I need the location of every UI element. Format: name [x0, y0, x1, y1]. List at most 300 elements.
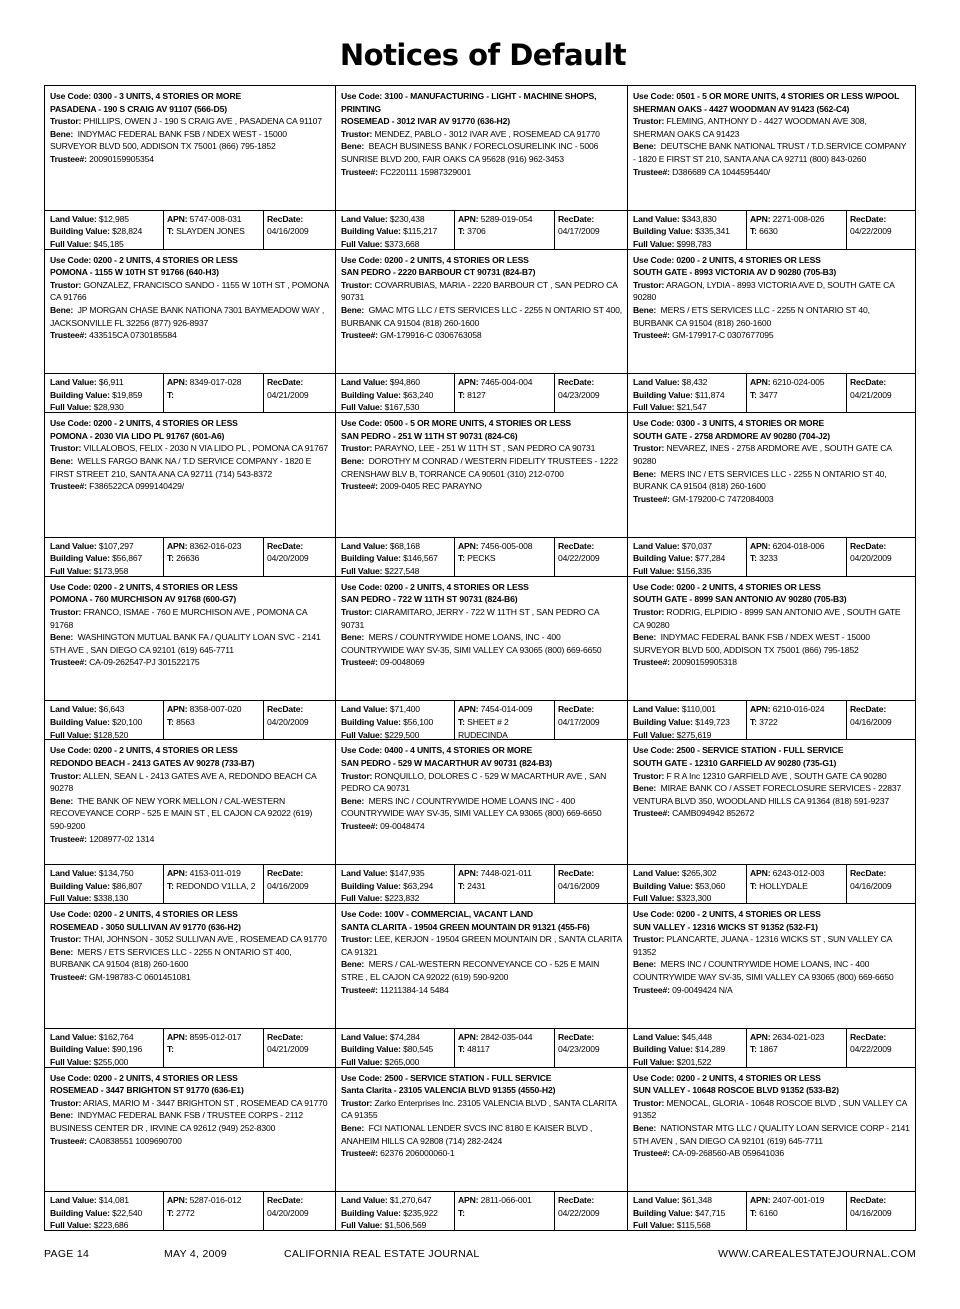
- bene-value: MERS / COUNTRYWIDE HOME LOANS, INC - 400 COUNTRYWIDE WAY SV-35, SIMI VALLEY CA 93065 (800) 669-6650: [341, 632, 602, 655]
- value-row: [336, 1028, 627, 1067]
- trustor-value: RODRIG, ELPIDIO - 8999 SAN ANTONIO AVE , SOUTH GATE CA 90280: [633, 606, 901, 630]
- value-row: [45, 1191, 335, 1230]
- trustor-line: [633, 442, 910, 467]
- trustor-value: CIARAMITARO, JERRY - 722 W 11TH ST , SAN PEDRO CA 90731: [341, 606, 599, 630]
- building-value: $56,100: [403, 716, 434, 727]
- tract-label: T:: [167, 716, 174, 727]
- value-block: [45, 374, 164, 412]
- full-value: $128,520: [93, 729, 129, 740]
- apn-block: [164, 374, 264, 412]
- tract-value: SHEET # 2 RUDECINDA: [458, 716, 509, 740]
- trustor-value: MENOCAL, GLORIA - 10648 ROSCOE BLVD , SUN VALLEY CA 91352: [633, 1097, 907, 1121]
- bene-value: THE BANK OF NEW YORK MELLON / CAL-WESTERN RECOVEYANCE CORP - 525 E MAIN ST , EL CAJON CA 92022 (619) 590-9200: [50, 795, 313, 831]
- value-block: [45, 538, 164, 576]
- use-code: Use Code: 100V - COMMERCIAL, VACANT LAND: [341, 908, 533, 919]
- value-row: [336, 864, 627, 903]
- tract-label: T:: [750, 389, 757, 400]
- full-value: $173,958: [93, 565, 129, 576]
- property-address: SANTA CLARITA - 19504 GREEN MOUNTAIN DR 91321 (455-F6): [341, 921, 590, 932]
- bene-label: Bene:: [50, 946, 74, 957]
- apn-label: APN:: [750, 704, 771, 715]
- apn-value: 8349-017-028: [189, 377, 242, 388]
- trustor-line: [633, 279, 910, 304]
- property-address: POMONA - 760 MURCHISON AV 91768 (600-G7): [50, 594, 237, 605]
- property-address: SAN PEDRO - 2220 BARBOUR CT 90731 (824-B7): [341, 267, 536, 278]
- notice-entry: [628, 1067, 915, 1231]
- bene-line: [633, 782, 910, 807]
- building-value-label: Building Value:: [50, 553, 110, 564]
- apn-value: 6210-024-005: [772, 377, 825, 388]
- bene-label: Bene:: [50, 304, 74, 315]
- tract-value: 1867: [759, 1044, 778, 1055]
- property-address: ROSEMEAD - 3050 SULLIVAN AV 91770 (636-H2): [50, 921, 241, 932]
- property-address: REDONDO BEACH - 2413 GATES AV 90278 (733-B7): [50, 757, 255, 768]
- trustor-label: Trustor:: [633, 116, 665, 127]
- recdate-label: RecDate:: [558, 704, 595, 715]
- building-value-label: Building Value:: [341, 880, 401, 891]
- full-value: $373,668: [384, 238, 420, 249]
- apn-value: 6204-018-006: [772, 540, 825, 551]
- trustee-line: [341, 1147, 622, 1160]
- trustor-line: [341, 279, 622, 304]
- trustor-value: PARAYNO, LEE - 251 W 11TH ST , SAN PEDRO CA 90731: [374, 443, 596, 454]
- notice-entry: [336, 412, 627, 576]
- apn-block: [455, 1029, 555, 1067]
- trustee-value: GM-179916-C 0306763058: [380, 330, 482, 341]
- trustor-value: FLEMING, ANTHONY D - 4427 WOODMAN AVE 308, SHERMAN OAKS CA 91423: [633, 116, 867, 139]
- building-value-label: Building Value:: [50, 1207, 110, 1218]
- notice-text: [628, 250, 915, 342]
- full-value: $223,686: [93, 1220, 129, 1231]
- trustor-value: Zarko Enterprises Inc. 23105 VALENCIA BLVD , SANTA CLARITA CA 91355: [341, 1097, 617, 1121]
- property-address: SUN VALLEY - 10648 ROSCOE BLVD 91352 (533-B2): [633, 1085, 839, 1096]
- property-address: ROSEMEAD - 3012 IVAR AV 91770 (636-H2): [341, 116, 510, 127]
- trustor-label: Trustor:: [341, 1097, 373, 1108]
- recdate-value: 04/16/2009: [267, 880, 309, 891]
- recdate-label: RecDate:: [558, 1031, 595, 1042]
- full-value-label: Full Value:: [341, 402, 383, 413]
- trustor-label: Trustor:: [50, 770, 82, 781]
- trustee-value: 20090159905318: [672, 657, 737, 668]
- tract-value: SLAYDEN JONES: [176, 226, 245, 237]
- bene-line: [633, 468, 910, 493]
- trustor-value: COVARRUBIAS, MARIA - 2220 BARBOUR CT , SAN PEDRO CA 90731: [341, 279, 618, 303]
- notice-entry: [336, 576, 627, 740]
- value-row: [628, 373, 915, 412]
- trustee-line: [50, 656, 330, 669]
- land-value-label: Land Value:: [633, 1031, 680, 1042]
- land-value-label: Land Value:: [633, 377, 680, 388]
- bene-value: DOROTHY M CONRAD / WESTERN FIDELITY TRUSTEES - 1222 CRENSHAW BLV B, TORRANCE CA 90501 (310) 212-0700: [341, 455, 618, 479]
- land-value-label: Land Value:: [50, 213, 97, 224]
- building-value-label: Building Value:: [341, 389, 401, 400]
- apn-value: 2634-021-023: [772, 1031, 825, 1042]
- land-value-label: Land Value:: [50, 540, 97, 551]
- value-row: [628, 1191, 915, 1230]
- apn-label: APN:: [750, 867, 771, 878]
- use-code: Use Code: 0200 - 2 UNITS, 4 STORIES OR LESS: [633, 254, 821, 265]
- recdate-block: [264, 374, 335, 412]
- value-row: [628, 864, 915, 903]
- bene-value: MIRAE BANK CO / ASSET FORECLOSURE SERVICES - 22837 VENTURA BLVD 350, WOODLAND HILLS CA 91364 (818) 591-9237: [633, 783, 902, 806]
- tract-label: T:: [458, 716, 465, 727]
- notice-text: [628, 86, 915, 178]
- property-address: SHERMAN OAKS - 4427 WOODMAN AV 91423 (562-C4): [633, 103, 850, 114]
- trustor-label: Trustor:: [341, 934, 373, 945]
- bene-value: INDYMAC FEDERAL BANK FSB / NDEX WEST - 15000 SURVEYOR BLVD 500, ADDISON TX 75001 (866) 795-1852: [50, 128, 287, 152]
- tract-label: T:: [750, 880, 757, 891]
- apn-value: 6243-012-003: [772, 867, 825, 878]
- apn-block: [747, 701, 847, 739]
- value-row: [336, 373, 627, 412]
- recdate-label: RecDate:: [558, 867, 595, 878]
- bene-line: [633, 631, 910, 656]
- building-value: $63,294: [403, 880, 434, 891]
- recdate-label: RecDate:: [850, 1195, 887, 1206]
- full-value-label: Full Value:: [341, 893, 383, 904]
- trustee-label: Trustee#:: [341, 166, 378, 177]
- apn-label: APN:: [167, 1031, 188, 1042]
- bene-line: [633, 304, 910, 329]
- trustee-value: GM-179917-C 0307677095: [672, 330, 774, 341]
- trustor-line: [50, 933, 330, 946]
- apn-block: [455, 1192, 555, 1230]
- value-row: [628, 210, 915, 249]
- recdate-value: 04/20/2009: [267, 1207, 309, 1218]
- trustor-line: [50, 606, 330, 631]
- apn-block: [747, 538, 847, 576]
- bene-value: MERS INC / ETS SERVICES LLC - 2255 N ONTARIO ST 40, BURANK CA 91504 (818) 260-1600: [633, 468, 887, 492]
- recdate-block: [555, 701, 627, 739]
- tract-value: 3477: [759, 389, 778, 400]
- value-row: [45, 373, 335, 412]
- notice-entry: [628, 739, 915, 903]
- apn-value: 7454-014-009: [480, 704, 533, 715]
- apn-block: [164, 1029, 264, 1067]
- property-address: ROSEMEAD - 3447 BRIGHTON ST 91770 (636-E1): [50, 1085, 244, 1096]
- building-value: $146,567: [403, 553, 438, 564]
- notice-text: [336, 740, 627, 832]
- land-value: $94,860: [389, 377, 420, 388]
- land-value: $265,302: [681, 867, 717, 878]
- land-value: $68,168: [389, 540, 420, 551]
- trustor-label: Trustor:: [341, 443, 373, 454]
- trustor-line: [50, 770, 330, 795]
- recdate-value: 04/20/2009: [267, 553, 309, 564]
- trustee-line: [50, 480, 330, 493]
- bene-line: [341, 140, 622, 165]
- full-value: $229,500: [384, 729, 420, 740]
- apn-block: [455, 374, 555, 412]
- property-address: SUN VALLEY - 12316 WICKS ST 91352 (532-F1): [633, 921, 818, 932]
- tract-value: 48117: [467, 1044, 490, 1055]
- trustor-label: Trustor:: [633, 934, 665, 945]
- tract-label: T:: [167, 1044, 174, 1055]
- apn-value: 2407-001-019: [772, 1195, 825, 1206]
- land-value: $147,935: [389, 867, 425, 878]
- apn-label: APN:: [750, 377, 771, 388]
- apn-label: APN:: [458, 540, 479, 551]
- building-value-label: Building Value:: [633, 553, 693, 564]
- bene-value: INDYMAC FEDERAL BANK FSB / TRUSTEE CORPS - 2112 BUSINESS CENTER DR , IRVINE CA 92612 (949) 252-8300: [50, 1110, 303, 1133]
- trustor-line: [341, 933, 622, 958]
- full-value-label: Full Value:: [50, 893, 92, 904]
- apn-block: [164, 701, 264, 739]
- building-value: $56,867: [112, 553, 143, 564]
- footer-page-number: PAGE 14: [44, 1248, 90, 1260]
- apn-block: [747, 1192, 847, 1230]
- value-block: [336, 1029, 455, 1067]
- trustee-value: 09-0049424 N/A: [672, 984, 733, 995]
- land-value: $1,270,647: [389, 1195, 432, 1206]
- value-block: [45, 1029, 164, 1067]
- trustee-value: 62376 206000060-1: [380, 1148, 455, 1159]
- land-value-label: Land Value:: [341, 377, 388, 388]
- trustee-label: Trustee#:: [341, 657, 378, 668]
- trustor-label: Trustor:: [633, 1097, 665, 1108]
- land-value-label: Land Value:: [341, 540, 388, 551]
- apn-block: [164, 211, 264, 249]
- trustee-line: [633, 656, 910, 669]
- notice-text: [336, 250, 627, 342]
- value-block: [336, 538, 455, 576]
- trustor-label: Trustor:: [633, 606, 665, 617]
- apn-value: 7448-021-011: [480, 867, 532, 878]
- recdate-block: [555, 1192, 627, 1230]
- bene-line: [341, 304, 622, 329]
- full-value-label: Full Value:: [50, 1220, 92, 1231]
- recdate-value: 04/22/2009: [558, 553, 600, 564]
- land-value-label: Land Value:: [50, 377, 97, 388]
- bene-label: Bene:: [341, 141, 365, 152]
- trustor-value: FRANCO, ISMAE - 760 E MURCHISON AVE , POMONA CA 91768: [50, 606, 307, 630]
- building-value: $86,807: [112, 880, 143, 891]
- trustor-label: Trustor:: [50, 1097, 82, 1108]
- property-address: SAN PEDRO - 529 W MACARTHUR AV 90731 (824-B3): [341, 757, 553, 768]
- apn-value: 2842-035-044: [480, 1031, 533, 1042]
- bene-label: Bene:: [633, 141, 657, 152]
- use-code: Use Code: 2500 - SERVICE STATION - FULL SERVICE: [341, 1072, 552, 1083]
- trustor-line: [341, 770, 622, 795]
- full-value: $275,619: [676, 729, 712, 740]
- recdate-value: 04/17/2009: [558, 226, 600, 237]
- bene-label: Bene:: [50, 632, 74, 643]
- recdate-block: [264, 1192, 335, 1230]
- apn-label: APN:: [167, 867, 188, 878]
- recdate-label: RecDate:: [267, 213, 304, 224]
- recdate-label: RecDate:: [850, 867, 887, 878]
- value-row: [45, 537, 335, 576]
- recdate-block: [555, 538, 627, 576]
- use-code: Use Code: 0200 - 2 UNITS, 4 STORIES OR LESS: [50, 254, 238, 265]
- full-value-label: Full Value:: [341, 565, 383, 576]
- building-value: $90,196: [112, 1044, 143, 1055]
- apn-label: APN:: [458, 704, 479, 715]
- notice-text: [336, 577, 627, 669]
- land-value: $70,037: [681, 540, 712, 551]
- trustee-value: 11211384-14 5484: [380, 984, 449, 995]
- recdate-value: 04/22/2009: [558, 1207, 600, 1218]
- trustor-value: LEE, KERJON - 19504 GREEN MOUNTAIN DR , SANTA CLARITA CA 91321: [341, 934, 622, 957]
- recdate-value: 04/21/2009: [850, 389, 892, 400]
- notice-text: [628, 413, 915, 505]
- bene-label: Bene:: [341, 959, 365, 970]
- recdate-block: [264, 865, 335, 903]
- apn-value: 8362-016-023: [189, 540, 242, 551]
- trustee-value: CA-09-262547-PJ 301522175: [89, 657, 200, 668]
- bene-line: [50, 946, 330, 971]
- building-value-label: Building Value:: [633, 1044, 693, 1055]
- notice-text: [628, 740, 915, 820]
- tract-value: HOLLYDALE: [759, 880, 808, 891]
- notice-entry: [628, 412, 915, 576]
- value-block: [45, 865, 164, 903]
- trustee-value: 20090159905354: [89, 153, 154, 164]
- value-block: [336, 865, 455, 903]
- trustor-value: THAI, JOHNSON - 3052 SULLIVAN AVE , ROSEMEAD CA 91770: [83, 934, 327, 945]
- land-value-label: Land Value:: [633, 540, 680, 551]
- recdate-label: RecDate:: [558, 1195, 595, 1206]
- land-value-label: Land Value:: [341, 213, 388, 224]
- land-value-label: Land Value:: [633, 1195, 680, 1206]
- use-code: Use Code: 0200 - 2 UNITS, 4 STORIES OR LESS: [50, 908, 238, 919]
- tract-label: T:: [750, 716, 757, 727]
- recdate-label: RecDate:: [850, 540, 887, 551]
- land-value-label: Land Value:: [633, 213, 680, 224]
- notice-entry: [45, 412, 335, 576]
- value-row: [336, 537, 627, 576]
- recdate-label: RecDate:: [267, 1195, 304, 1206]
- land-value-label: Land Value:: [50, 704, 97, 715]
- tract-label: T:: [750, 1207, 757, 1218]
- apn-value: 5289-019-054: [480, 213, 533, 224]
- footer-date: MAY 4, 2009: [164, 1248, 228, 1260]
- apn-block: [747, 211, 847, 249]
- trustee-line: [341, 480, 622, 493]
- apn-label: APN:: [167, 1195, 188, 1206]
- recdate-block: [847, 538, 915, 576]
- apn-label: APN:: [458, 1195, 479, 1206]
- apn-label: APN:: [167, 377, 188, 388]
- apn-label: APN:: [458, 867, 479, 878]
- land-value: $12,985: [98, 213, 129, 224]
- tract-label: T:: [458, 553, 465, 564]
- tract-value: 3706: [467, 226, 486, 237]
- apn-block: [455, 865, 555, 903]
- full-value-label: Full Value:: [341, 729, 383, 740]
- notice-text: [336, 1068, 627, 1160]
- value-row: [628, 1028, 915, 1067]
- land-value-label: Land Value:: [50, 1195, 97, 1206]
- bene-label: Bene:: [633, 959, 657, 970]
- trustee-label: Trustee#:: [50, 481, 87, 492]
- apn-value: 5287-016-012: [189, 1195, 242, 1206]
- full-value-label: Full Value:: [50, 238, 92, 249]
- building-value-label: Building Value:: [633, 1207, 693, 1218]
- full-value: $227,548: [384, 565, 420, 576]
- bene-value: MERS INC / COUNTRYWIDE HOME LOANS, INC - 400 COUNTRYWIDE WAY SV-35, SIMI VALLEY CA 93065 (800) 669-6650: [633, 959, 894, 982]
- apn-value: 2811-066-001: [480, 1195, 532, 1206]
- building-value-label: Building Value:: [50, 716, 110, 727]
- value-row: [336, 700, 627, 739]
- tract-label: T:: [167, 880, 174, 891]
- recdate-label: RecDate:: [558, 377, 595, 388]
- notice-entry: [628, 576, 915, 740]
- apn-label: APN:: [750, 1195, 771, 1206]
- full-value: $223,832: [384, 893, 420, 904]
- trustee-line: [50, 1135, 330, 1148]
- trustee-value: 09-0048069: [380, 657, 425, 668]
- use-code: Use Code: 0500 - 5 OR MORE UNITS, 4 STORIES OR LESS: [341, 418, 572, 429]
- trustee-line: [633, 807, 910, 820]
- recdate-value: 04/22/2009: [850, 226, 892, 237]
- apn-label: APN:: [458, 213, 479, 224]
- recdate-block: [264, 701, 335, 739]
- property-address: SAN PEDRO - 722 W 11TH ST 90731 (824-B6): [341, 594, 518, 605]
- trustee-value: CA-09-268560-AB 059641036: [672, 1148, 785, 1159]
- tract-value: REDONDO V1LLA, 2: [176, 880, 256, 891]
- full-value-label: Full Value:: [341, 1220, 383, 1231]
- bene-label: Bene:: [50, 1110, 74, 1121]
- building-value-label: Building Value:: [341, 226, 401, 237]
- notice-text: [45, 740, 335, 845]
- apn-label: APN:: [750, 1031, 771, 1042]
- tract-value: 3233: [759, 553, 778, 564]
- building-value-label: Building Value:: [341, 553, 401, 564]
- trustee-line: [633, 329, 910, 342]
- recdate-block: [847, 1192, 915, 1230]
- trustor-value: VILLALOBOS, FELIX - 2030 N VIA LIDO PL , POMONA CA 91767: [83, 443, 328, 454]
- recdate-label: RecDate:: [267, 540, 304, 551]
- bene-label: Bene:: [341, 795, 365, 806]
- notice-entry: [336, 903, 627, 1067]
- recdate-value: 04/21/2009: [267, 389, 309, 400]
- notice-entry: [45, 739, 335, 903]
- trustor-value: PLANCARTE, JUANA - 12316 WICKS ST , SUN VALLEY CA 91352: [633, 934, 892, 957]
- bene-value: MERS / CAL-WESTERN RECONVEYANCE CO - 525 E MAIN STRE , EL CAJON CA 92022 (619) 590-9200: [341, 959, 600, 982]
- trustee-label: Trustee#:: [341, 481, 378, 492]
- tract-label: T:: [458, 1207, 465, 1218]
- property-address: PASADENA - 190 S CRAIG AV 91107 (566-D5): [50, 103, 227, 114]
- apn-value: 7456-005-008: [480, 540, 533, 551]
- recdate-value: 04/17/2009: [558, 716, 600, 727]
- trustee-label: Trustee#:: [633, 493, 670, 504]
- trustee-label: Trustee#:: [633, 330, 670, 341]
- tract-value: 8563: [176, 716, 195, 727]
- building-value: $28,824: [112, 226, 143, 237]
- trustee-line: [633, 984, 910, 997]
- trustor-value: NEVAREZ, INES - 2758 ARDMORE AVE , SOUTH GATE CA 90280: [633, 443, 892, 466]
- page-title: Notices of Default: [339, 38, 627, 72]
- apn-label: APN:: [167, 540, 188, 551]
- tract-label: T:: [458, 880, 465, 891]
- value-block: [628, 1192, 747, 1230]
- trustee-label: Trustee#:: [341, 984, 378, 995]
- property-address: SOUTH GATE - 8999 SAN ANTONIO AV 90280 (705-B3): [633, 594, 847, 605]
- recdate-value: 04/21/2009: [267, 1044, 309, 1055]
- recdate-block: [847, 1029, 915, 1067]
- land-value-label: Land Value:: [633, 704, 680, 715]
- recdate-value: 04/23/2009: [558, 1044, 600, 1055]
- bene-line: [341, 795, 622, 820]
- full-value: $998,783: [676, 238, 712, 249]
- apn-block: [455, 538, 555, 576]
- bene-label: Bene:: [50, 455, 74, 466]
- apn-label: APN:: [458, 1031, 479, 1042]
- building-value-label: Building Value:: [633, 880, 693, 891]
- recdate-block: [847, 701, 915, 739]
- trustor-line: [633, 115, 910, 140]
